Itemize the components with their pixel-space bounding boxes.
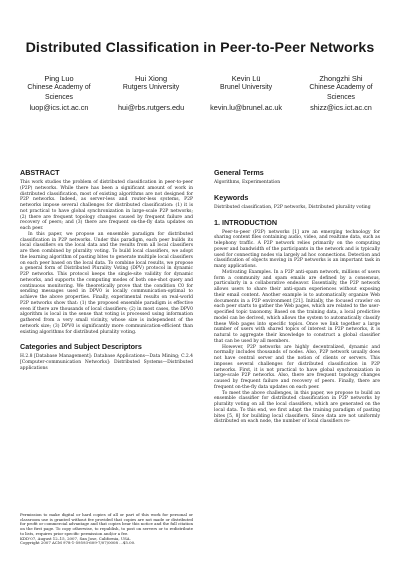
author-email: hui@rbs.rutgers.edu (117, 102, 185, 112)
author-affiliation: Chinese Academy of Sciences (309, 84, 373, 101)
author-block (118, 74, 184, 113)
categories-heading: Categories and Subject Descriptors (20, 342, 142, 352)
abstract-paragraph: This work studies the problem of distributed classification in peer-to-peer (P2P) networks. While there has been a significant amount of work in distributed classification, most of existing algorithms are not designed for P2P networks. Indeed, as server-less and router-less systems, P2P networks impose several challenges for distributed classification: (1) it is not practical to have global synchronization in large-scale P2P networks; (2) there are frequent topology changes caused by frequent failure and recovery of peers; and (3) there are frequent on-the-fly data updates on each peer. (20, 180, 193, 231)
intro-paragraph: To meet the above challenges, in this paper, we propose to build an ensemble classifier for distributed classification in P2P networks by plurality voting on all the local classifiers, which are generated on the local data. To this end, we first adapt the training paradigm of pasting bites [5, 8] for building local classifiers. Since data are not uniformly distributed on each node, the number of local classifiers re- (214, 390, 380, 425)
paper-title: Distributed Classification in Peer-to-Peer Networks (25, 40, 375, 56)
intro-paragraph: However, P2P networks are highly decentralized, dynamic and normally includes thousands of nodes. Also, P2P network usually does not have central server and the notion of clients or servers. This imposes several challenges for distributed classification in P2P networks. First, it is not practical to have global synchronization in large-scale P2P networks. Also, there are frequent topology changes caused by frequent failure and recovery of peers. Finally, there are frequent on-the-fly data updates on each peer. (214, 344, 380, 390)
author-list (26, 74, 374, 113)
categories-text: H.2.8 [Database Management]: Database Applications—Data Mining; C.2.4 [Computer-communication Networks]: Distributed Systems—Distributed applications (20, 354, 193, 371)
right-column (214, 168, 380, 432)
author-block (210, 74, 282, 113)
intro-paragraph: Peer-to-peer (P2P) networks [1] are an emerging technology for sharing content files containing audio, video, and realtime data, such as telephony traffic. A P2P network relies primarily on the computing power and bandwidth of the participants in the network and is typically used for connecting nodes via largely ad hoc connections. Detection and classification of objects moving in P2P networks is an important task in many applications. (214, 229, 380, 269)
categories-section (20, 342, 193, 371)
keywords-section (214, 193, 380, 211)
permission-text: Permission to make digital or hard copies of all or part of this work for personal or classroom use is granted without fee provided that copies are not made or distributed for profit or commercial advantage and that copies bear this notice and the full citation on the first page. To copy otherwise, to republish, to post on servers or to redistribute to lists, requires prior specific permission and/or a fee. (20, 512, 193, 536)
author-name: Zhongzhi Shi (319, 74, 363, 83)
author-email: kevin.lu@brunel.ac.uk (210, 102, 283, 112)
abstract-section (20, 168, 193, 335)
left-column (20, 168, 193, 379)
abstract-heading: ABSTRACT (20, 168, 60, 177)
intro-paragraph: Motivating Examples. In a P2P anti-spam network, millions of users form a community and spam emails are defined by a consensus, particularly in a collaborative endeavor. Essentially, the P2P network allows users to share their anti-spam experiences without exposing their email content. Another example is to automatically organize Web documents in a P2P environment [21]. Initially, the focused crawler on each peer starts to gather the Web pages, which are related to the user-specified topic taxonomy. Based on the training data, a local predictive model can be derived, which allows the system to automatically classify these Web pages into specific topics. Once we link together a large number of users with shared topics of interest in P2P networks, it is natural to aggregate their knowledge to construct a global classifier that can be used by all members. (214, 269, 380, 344)
keywords-heading: Keywords (214, 192, 249, 202)
author-email: luop@ics.ict.ac.cn (29, 103, 89, 113)
general-terms-text: Algorithms, Experimentation (214, 180, 281, 185)
author-block (26, 74, 92, 113)
author-name: Ping Luo (44, 74, 74, 83)
author-name: Hui Xiong (135, 74, 168, 83)
abstract-paragraph: In this paper, we propose an ensemble paradigm for distributed classification in P2P networks. Under this paradigm, each peer builds its local classifiers on the local data and the results from all local classifiers are then combined by plurality voting. To build local classifiers, we adopt the learning algorithm of pasting bites to generate multiple local classifiers on each peer based on the local data. To combine local results, we propose a general form of Distributed Plurality Voting (DPV) protocol in dynamic P2P networks. This protocol keeps the single-site validity for dynamic networks, and supports the computing modes of both one-shot query and continuous monitoring. We theoretically prove that the condition C0 for sending messages used in DPV0 is locally communication-optimal to achieve the above properties. Finally, experimental results on real-world P2P networks show that: (1) the proposed ensemble paradigm is effective even if there are thousands of local classifiers; (2) in most cases, the DPV0 algorithm is local in the sense that voting is processed using information gathered from a very small vicinity, whose size is independent of the network size; (3) DPV0 is significantly more communication-efficient than existing algorithms for distributed plurality voting. (20, 231, 193, 335)
general-terms-heading: General Terms (214, 168, 264, 177)
author-block (308, 74, 374, 113)
keywords-text: Distributed classification, P2P networks, Distributed plurality voting (214, 204, 371, 210)
author-affiliation: Brunel University (220, 84, 273, 92)
introduction-section (214, 218, 380, 426)
general-terms-section (214, 168, 380, 186)
introduction-heading: 1. INTRODUCTION (214, 217, 278, 227)
copyright-line: Copyright 2007 ACM 978-1-59593-609-7/07/0008 ...$5.00. (20, 540, 136, 546)
author-email: shizz@ics.ict.ac.cn (310, 103, 372, 113)
author-affiliation: Chinese Academy of Sciences (27, 84, 91, 101)
permission-notice (20, 513, 193, 546)
author-affiliation: Rutgers University (122, 84, 180, 92)
author-name: Kevin Lü (231, 74, 261, 83)
conference-line: KDD'07, August 12–15, 2007, San Jose, California, USA. (20, 535, 131, 541)
